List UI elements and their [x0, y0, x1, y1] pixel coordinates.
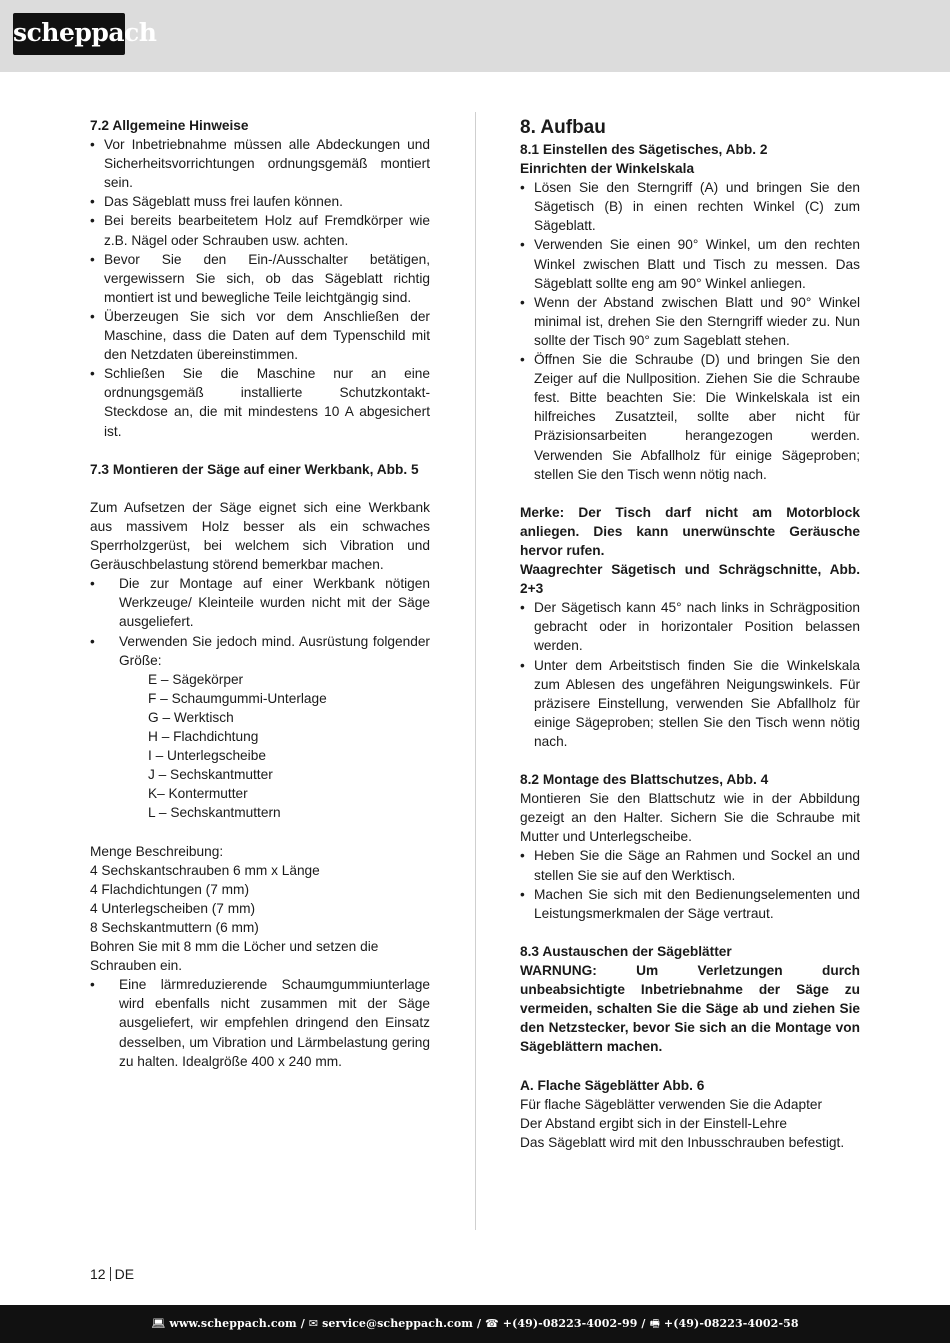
page-number: 12 — [90, 1266, 106, 1282]
section-8-1-list — [520, 178, 860, 484]
section-a-line: Für flache Sägeblätter verwenden Sie die Adapter — [520, 1096, 823, 1112]
section-a-line: Der Abstand ergibt sich in der Einstell-Lehre — [520, 1115, 788, 1131]
drill-instruction: Bohren Sie mit 8 mm die Löcher und setzen die Schrauben ein. — [90, 939, 379, 974]
list-item: • Bevor Sie den Ein-/Ausschalter betätigen, vergewissern Sie sich, ob das Sägeblatt richtig montiert ist und bewegliche Teile leichtgängig sind. — [90, 250, 430, 307]
part-item: J – Sechskantmutter — [148, 767, 273, 783]
section-7-2-list — [90, 135, 430, 441]
separator: / — [637, 1317, 650, 1330]
chapter-8-heading: 8. Aufbau — [520, 117, 606, 138]
section-7-2-title: 7.2 Allgemeine Hinweise — [90, 118, 249, 133]
list-item: • Das Sägeblatt muss frei laufen können. — [90, 192, 430, 211]
list-item: • Verwenden Sie jedoch mind. Ausrüstung folgender Größe: — [90, 632, 430, 670]
part-item: E – Sägekörper — [148, 671, 244, 687]
quantity-line: 4 Unterlegscheiben (7 mm) — [90, 900, 256, 916]
right-column — [520, 116, 860, 1152]
part-item: F – Schaumgummi-Unterlage — [148, 690, 327, 706]
part-item: L – Sechskantmuttern — [148, 805, 281, 821]
section-a-last: Das Sägeblatt wird mit den Inbusschrauben befestigt. — [520, 1134, 845, 1150]
phone-number: +(49)-08223-4002-99 — [502, 1317, 638, 1330]
fax-number: +(49)-08223-4002-58 — [663, 1317, 799, 1330]
merke-note: Merke: Der Tisch darf nicht am Motorblock anliegen. Dies kann unerwünschte Geräusche hervor rufen. — [520, 504, 860, 558]
scheppach-logo: scheppach — [13, 13, 125, 55]
list-item: • Machen Sie sich mit den Bedienungselementen und Leistungsmerkmalen der Säge vertraut. — [520, 885, 860, 923]
header-bar — [0, 0, 950, 72]
list-item: • Bei bereits bearbeitetem Holz auf Fremdkörper wie z.B. Nägel oder Schrauben usw. achten. — [90, 211, 430, 249]
language-code: DE — [114, 1266, 135, 1282]
list-item: • Lösen Sie den Sterngriff (A) und bringen Sie den Sägetisch (B) in einen rechten Winkel (C) zum Sägeblatt. — [520, 178, 860, 235]
section-8-2-title: 8.2 Montage des Blattschutzes, Abb. 4 — [520, 772, 769, 788]
left-column — [90, 116, 430, 1071]
section-7-3-title: 7.3 Montieren der Säge auf einer Werkbank, Abb. 5 — [90, 461, 419, 477]
page-footer — [90, 1265, 134, 1283]
list-item: • Überzeugen Sie sich vor dem Anschließen der Maschine, dass die Daten auf dem Typenschild mit den Netzdaten übereinstimmen. — [90, 307, 430, 364]
contact-bar — [0, 1305, 950, 1343]
quantity-line: 4 Flachdichtungen (7 mm) — [90, 881, 249, 897]
section-a-title: A. Flache Sägeblätter Abb. 6 — [520, 1077, 705, 1093]
foam-list — [90, 975, 430, 1070]
quantity-title: Menge Beschreibung: — [90, 843, 224, 859]
list-item: • Verwenden Sie einen 90° Winkel, um den rechten Winkel zwischen Blatt und Tisch zu messen. Das Sägeblatt sollte eng am 90° Winkel anliegen. — [520, 235, 860, 292]
parts-list — [90, 670, 430, 823]
computer-icon: 💻︎ — [151, 1317, 166, 1330]
part-item: H – Flachdichtung — [148, 729, 259, 744]
waagrecht-list — [520, 598, 860, 751]
section-8-3-warning: WARNUNG: Um Verletzungen durch unbeabsichtigte Inbetriebnahme der Säge zu vermeiden, schalten Sie die Säge ab und ziehen Sie den Netzstecker, bevor Sie sich an die Montage von Sägeblättern machen. — [520, 963, 860, 1055]
section-8-2-text: Montieren Sie den Blattschutz wie in der Abbildung gezeigt an den Halter. Sichern Sie die Schraube mit Mutter und Unterlegscheibe. — [520, 791, 860, 845]
section-8-1-title: 8.1 Einstellen des Sägetisches, Abb. 2 — [520, 142, 768, 157]
part-item: G – Werktisch — [148, 709, 234, 725]
section-8-1-subtitle: Einrichten der Winkelskala — [520, 161, 695, 177]
section-8-2-list — [520, 846, 860, 922]
section-8-3-title: 8.3 Austauschen der Sägeblätter — [520, 943, 732, 959]
email-link[interactable]: service@scheppach.com — [322, 1317, 474, 1330]
phone-icon: ☎︎ — [485, 1317, 499, 1330]
part-item: I – Unterlegscheibe — [148, 748, 266, 764]
website-link[interactable]: www.scheppach.com — [169, 1317, 297, 1330]
quantity-line: 8 Sechskantmuttern (6 mm) — [90, 919, 259, 935]
list-item: • Die zur Montage auf einer Werkbank nötigen Werkzeuge/ Kleinteile wurden nicht mit der Säge ausgeliefert. — [90, 574, 430, 631]
part-item: K– Kontermutter — [148, 786, 248, 802]
column-divider — [475, 112, 476, 1230]
section-7-3-intro: Zum Aufsetzen der Säge eignet sich eine Werkbank aus massivem Holz besser als ein schwaches Sperrholzgerüst, bei welchem sich Vibration und Geräuschbelastung störend bemerkbar machen. — [90, 499, 430, 573]
list-item: • Wenn der Abstand zwischen Blatt und 90° Winkel minimal ist, drehen Sie den Sterngriff wieder zu. Nun sollte der Tisch 90° zum Sageblatt stehen. — [520, 293, 860, 350]
separator: / — [296, 1317, 309, 1330]
quantity-line: 4 Sechskantschrauben 6 mm x Länge — [90, 862, 320, 878]
mail-icon: ✉︎ — [308, 1317, 319, 1330]
separator: / — [473, 1317, 485, 1330]
list-item: • Vor Inbetriebnahme müssen alle Abdeckungen und Sicherheitsvorrichtungen ordnungsgemäß montiert sein. — [90, 135, 430, 192]
list-item: • Öffnen Sie die Schraube (D) und bringen Sie den Zeiger auf die Nullposition. Ziehen Sie die Schraube fest. Bitte beachten Sie: Die Winkelskala ist ein hilfreiches Zusatzteil, sollte aber nicht für Präzisionsarbeiten herangezogen werden. Verwenden Sie Abfallholz für einige Sägeproben; stellen Sie den Tisch wenn nötig nach. — [520, 350, 860, 484]
list-item: • Heben Sie die Säge an Rahmen und Sockel an und stellen Sie sie auf den Werktisch. — [520, 846, 860, 884]
fax-icon: 🖷︎ — [649, 1317, 660, 1330]
list-item: • Der Sägetisch kann 45° nach links in Schrägposition gebracht oder in horizontaler Position belassen werden. — [520, 598, 860, 655]
list-item: • Eine lärmreduzierende Schaumgummiunterlage wird ebenfalls nicht zusammen mit der Säge ausgeliefert, wir empfehlen dringend den Einsatz desselben, um Vibration und Lärmbelastung gering zu halten. Idealgröße 400 x 240 mm. — [90, 975, 430, 1070]
list-item: • Unter dem Arbeitstisch finden Sie die Winkelskala zum Ablesen des ungefähren Neigungswinkels. Für präzisere Einstellung, verwenden Sie Abfallholz für einige Sägeproben; stellen Sie den Tisch wenn nötig nach. — [520, 656, 860, 751]
list-item: • Schließen Sie die Maschine nur an eine ordnungsgemäß installierte Schutzkontakt- Steckdose an, die mit mindestens 10 A abgesichert ist. — [90, 364, 430, 440]
section-7-3-list — [90, 574, 430, 669]
page-separator — [110, 1267, 111, 1281]
waagrecht-title: Waagrechter Sägetisch und Schrägschnitte, Abb. 2+3 — [520, 562, 860, 597]
